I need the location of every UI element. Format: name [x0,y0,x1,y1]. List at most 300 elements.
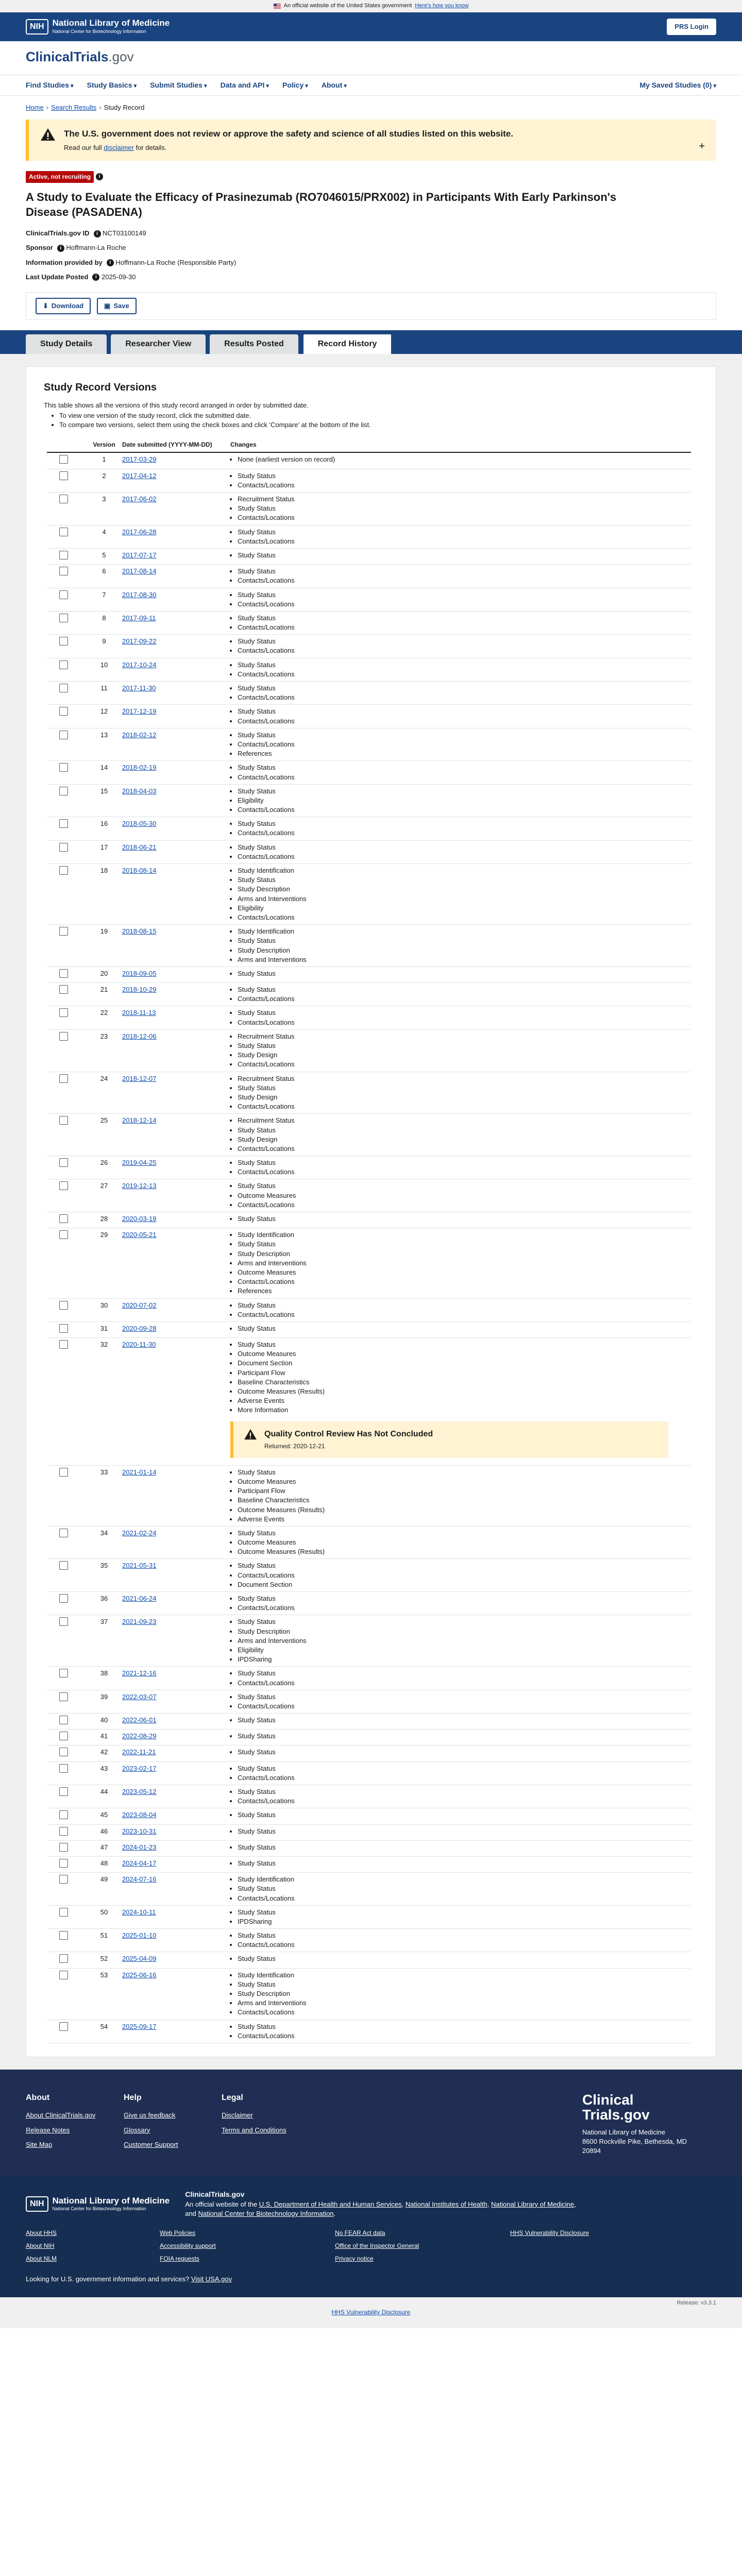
compare-checkbox[interactable] [59,1827,68,1836]
footer-link[interactable]: About ClinicalTrials.gov [26,2111,96,2120]
table-row [47,1714,691,1730]
table-row [47,1526,691,1559]
version-number: 6 [88,565,120,588]
change-item: • Eligibility [238,1646,689,1655]
nih-logo-icon: NIH [26,2196,48,2212]
change-item: • Study Status [238,707,689,716]
version-date-link[interactable]: 2018-06-21 [122,843,157,851]
version-date-link[interactable]: 2017-06-02 [122,495,157,503]
version-date-link[interactable]: 2024-10-11 [122,1908,156,1916]
status-badge: Active, not recruiting [26,171,94,183]
version-date-link[interactable]: 2024-01-23 [122,1843,157,1851]
prs-login-button[interactable]: PRS Login [667,19,716,35]
version-number: 23 [88,1029,120,1072]
change-item: • Contacts/Locations [238,1144,689,1154]
version-number: 26 [88,1156,120,1179]
footer-nlm-link[interactable]: HHS Vulnerability Disclosure [510,2229,589,2237]
version-date-link[interactable]: 2025-09-17 [122,2022,157,2030]
version-date-link[interactable]: 2021-02-24 [122,1529,157,1537]
version-changes [228,1592,691,1615]
compare-checkbox[interactable] [59,528,68,536]
change-item: • Participant Flow [238,1368,689,1378]
save-icon: ▣ [104,301,111,310]
footer-nlm-link[interactable]: Privacy notice [335,2255,374,2262]
compare-checkbox[interactable] [59,551,68,560]
table-row [47,1321,691,1337]
change-item: • Outcome Measures (Results) [238,1505,689,1515]
footer-link[interactable]: Disclaimer [222,2111,253,2120]
version-date-link[interactable]: 2018-09-05 [122,969,157,977]
change-item: • Study Status [238,731,689,740]
change-item: • Study Status [238,1158,689,1167]
change-item: • Eligibility [238,796,689,805]
footer-nlm-link[interactable]: About NIH [26,2242,55,2250]
change-item: • Outcome Measures [238,1538,689,1547]
footer-nlm-desc: ClinicalTrials.gov An official website of the U.S. Department of Health and Human Services, National Institutes of Health, National Library of Medicine, and National Center for Biotechnology Information. [185,2190,576,2218]
table-row [47,1690,691,1713]
qc-alert [230,1421,668,1458]
compare-checkbox[interactable] [59,1732,68,1740]
version-date-link[interactable]: 2018-12-07 [122,1074,157,1082]
version-number: 32 [88,1338,120,1466]
version-date-link[interactable]: 2022-08-29 [122,1732,157,1740]
version-date-link[interactable]: 2018-08-15 [122,927,157,936]
change-item: • Contacts/Locations [238,828,689,838]
change-item: • Study Status [238,2022,689,2031]
change-item: • Contacts/Locations [238,1200,689,1210]
version-date-link[interactable]: 2017-10-24 [122,660,157,669]
compare-checkbox[interactable] [59,567,68,575]
compare-checkbox[interactable] [59,614,68,622]
footer-bottom [0,2297,742,2328]
change-item: • Contacts/Locations [238,805,689,815]
version-changes [228,682,691,705]
version-changes [228,1856,691,1872]
disclaimer-link[interactable]: disclaimer [104,143,134,151]
version-date-link[interactable]: 2021-09-23 [122,1618,157,1626]
compare-checkbox[interactable] [59,1748,68,1756]
change-item: • Contacts/Locations [238,717,689,726]
change-item: • Contacts/Locations [238,1679,689,1688]
compare-checkbox[interactable] [59,1594,68,1603]
breadcrumb-search-results[interactable]: Search Results [51,104,97,111]
version-number: 10 [88,658,120,681]
compare-checkbox[interactable] [59,927,68,936]
compare-checkbox[interactable] [59,1908,68,1917]
version-date-link[interactable]: 2024-07-16 [122,1875,157,1884]
compare-checkbox[interactable] [59,1931,68,1940]
version-changes [228,1873,691,1906]
change-item: • Study Status [238,1908,689,1917]
version-number: 19 [88,925,120,967]
footer-nlm-logo[interactable]: NIH National Library of Medicine National Center for Biotechnology Information [26,2196,170,2212]
footer-about: About About ClinicalTrials.gov Release Notes Site Map [26,2092,124,2156]
saved-studies-menu[interactable]: My Saved Studies (0) ▾ [639,80,716,91]
compare-checkbox[interactable] [59,1692,68,1701]
version-date-link[interactable]: 2018-12-14 [122,1116,157,1125]
compare-checkbox[interactable] [59,637,68,646]
compare-checkbox[interactable] [59,819,68,828]
version-changes [228,840,691,863]
study-actions [26,292,716,320]
compare-checkbox[interactable] [59,843,68,852]
version-number: 31 [88,1321,120,1337]
version-date-link[interactable]: 2018-04-03 [122,787,157,795]
info-icon[interactable]: i [57,245,64,252]
compare-checkbox[interactable] [59,1032,68,1041]
change-item: • Study Status [238,969,689,978]
compare-checkbox[interactable] [59,495,68,503]
version-number: 5 [88,548,120,564]
info-icon[interactable]: i [96,173,103,180]
version-date-link[interactable]: 2020-09-28 [122,1324,157,1332]
compare-checkbox[interactable] [59,1116,68,1125]
table-row [47,1968,691,2020]
expand-icon[interactable]: + [699,141,705,152]
change-item: • Contacts/Locations [238,2008,689,2017]
change-item: • Outcome Measures [238,1349,689,1359]
change-item: • Arms and Interventions [238,1259,689,1268]
version-number: 53 [88,1968,120,2020]
version-date-link[interactable]: 2025-01-10 [122,1931,157,1940]
compare-checkbox[interactable] [59,1008,68,1017]
compare-checkbox[interactable] [59,1214,68,1223]
change-item: • Study Status [238,504,689,513]
change-item: • Contacts/Locations [238,670,689,679]
version-changes [228,983,691,1006]
table-row [47,682,691,705]
version-number: 4 [88,525,120,548]
version-changes [228,1006,691,1029]
footer-nlm-link[interactable]: No FEAR Act data [335,2229,385,2237]
compare-checkbox[interactable] [59,590,68,599]
version-date-link[interactable]: 2019-12-13 [122,1182,157,1190]
version-date-link[interactable]: 2017-08-14 [122,567,157,575]
version-changes [228,525,691,548]
tab-researcher-view[interactable]: Researcher View [111,334,206,354]
info-icon[interactable]: i [107,259,114,266]
version-number: 42 [88,1745,120,1761]
footer-link[interactable]: Glossary [124,2126,150,2134]
change-item: • References [238,749,689,758]
compare-checkbox[interactable] [59,1230,68,1239]
compare-checkbox[interactable] [59,1875,68,1884]
version-date-link[interactable]: 2017-09-11 [122,614,156,622]
version-changes [228,1714,691,1730]
version-changes [228,1212,691,1228]
table-row [47,705,691,728]
change-item: • Study Status [238,1008,689,1018]
change-item: • Study Status [238,1827,689,1836]
change-item: • Contacts/Locations [238,1018,689,1027]
version-changes [228,925,691,967]
version-date-link[interactable]: 2017-12-19 [122,707,157,716]
change-item: • Contacts/Locations [238,623,689,632]
version-changes [228,588,691,611]
table-row [47,635,691,658]
table-row [47,1338,691,1466]
change-item: • Contacts/Locations [238,1773,689,1783]
footer-link[interactable]: Release Notes [26,2126,70,2134]
version-number: 15 [88,784,120,817]
change-item: • Study Identification [238,1875,689,1884]
nav-item-about[interactable]: About ▾ [322,80,347,91]
version-changes [228,817,691,840]
version-date-link[interactable]: 2024-04-17 [122,1859,157,1867]
footer-nlm-link[interactable]: Office of the Inspector General [335,2242,419,2250]
tab-record-history[interactable]: Record History [302,333,393,354]
version-number: 37 [88,1615,120,1667]
version-date-link[interactable]: 2025-04-09 [122,1955,157,1963]
change-item: • Study Status [238,1748,689,1757]
change-item: • Arms and Interventions [238,1998,689,2008]
compare-checkbox[interactable] [59,1301,68,1310]
version-date-link[interactable]: 2017-09-22 [122,637,157,646]
table-row [47,658,691,681]
study-id-row: ClinicalTrials.gov ID i NCT03100149 [26,229,146,238]
tab-study-details[interactable]: Study Details [26,334,107,354]
version-date-link[interactable]: 2018-11-13 [122,1009,156,1017]
nlm-subtitle: National Center for Biotechnology Information [52,29,146,35]
compare-checkbox[interactable] [59,1787,68,1796]
footer-link[interactable]: Terms and Conditions [222,2126,286,2134]
change-item: • Document Section [238,1359,689,1368]
version-number: 18 [88,864,120,925]
download-button[interactable]: ⬇ Download [36,298,91,314]
change-item: • Contacts/Locations [238,576,689,585]
nav-item-submit-studies[interactable]: Submit Studies ▾ [150,80,207,91]
version-date-link[interactable]: 2017-08-30 [122,590,157,599]
change-item: • Adverse Events [238,1396,689,1405]
version-date-link[interactable]: 2023-05-12 [122,1788,157,1796]
change-item: • Contacts/Locations [238,913,689,922]
footer-link[interactable]: Site Map [26,2140,53,2148]
change-item: • Study Design [238,1050,689,1060]
version-number: 14 [88,761,120,784]
version-date-link[interactable]: 2020-05-21 [122,1231,157,1239]
version-changes [228,864,691,925]
table-row [47,761,691,784]
version-number: 52 [88,1952,120,1968]
version-changes [228,1929,691,1952]
compare-checkbox[interactable] [59,1181,68,1190]
change-item: • None (earliest version on record) [238,455,689,464]
version-date-link[interactable]: 2018-05-30 [122,820,157,828]
table-row [47,1730,691,1745]
compare-checkbox[interactable] [59,1617,68,1626]
compare-checkbox[interactable] [59,1716,68,1724]
footer-nlm-link[interactable]: Web Policies [160,2229,196,2237]
page-title: A Study to Evaluate the Efficacy of Prasinezumab (RO7046015/PRX002) in Participants With Early Parkinson's Disease (PASADENA) [26,190,617,218]
version-date-link[interactable]: 2019-04-25 [122,1159,157,1167]
compare-checkbox[interactable] [59,707,68,716]
site-logo[interactable]: ClinicalTrials.gov [26,49,134,64]
versions-table [47,437,691,2043]
usa-gov-line: Looking for U.S. government information and services? Visit USA.gov [26,2275,232,2283]
change-item: • Study Status [238,843,689,852]
table-row [47,840,691,863]
table-row [47,1029,691,1072]
compare-checkbox[interactable] [59,763,68,772]
compare-checkbox[interactable] [59,455,68,464]
content-area [0,354,742,2070]
change-item: • Study Identification [238,1971,689,1980]
footer-nlm-link[interactable]: FOIA requests [160,2255,199,2262]
compare-checkbox[interactable] [59,1764,68,1773]
compare-checkbox[interactable] [59,471,68,480]
version-changes [228,761,691,784]
change-item: • Study Description [238,885,689,894]
change-item: • Recruitment Status [238,1074,689,1083]
version-changes [228,1298,691,1321]
version-number: 43 [88,1761,120,1785]
info-icon[interactable]: i [92,274,99,281]
change-item: • Arms and Interventions [238,955,689,964]
change-item: • Contacts/Locations [238,693,689,702]
compare-checkbox[interactable] [59,787,68,795]
change-item: • Study Status [238,684,689,693]
version-number: 29 [88,1228,120,1298]
compare-checkbox[interactable] [59,660,68,669]
change-item: • Study Status [238,985,689,994]
change-item: • More Information [238,1405,689,1415]
compare-checkbox[interactable] [59,2022,68,2031]
compare-checkbox[interactable] [59,1340,68,1349]
change-item: • Contacts/Locations [238,1603,689,1613]
version-date-link[interactable]: 2020-11-30 [122,1341,156,1349]
compare-checkbox[interactable] [59,1561,68,1570]
change-item: • Contacts/Locations [238,1797,689,1806]
gov-banner-link[interactable]: Here's how you know [415,3,469,9]
change-item: • Study Identification [238,1230,689,1240]
version-changes [228,548,691,564]
version-changes [228,1559,691,1592]
table-row [47,1929,691,1952]
version-date-link[interactable]: 2018-02-19 [122,764,157,772]
change-item: • Study Status [238,787,689,796]
version-date-link[interactable]: 2021-01-14 [122,1468,157,1476]
nav-item-data-and-api[interactable]: Data and API ▾ [221,80,269,91]
compare-checkbox[interactable] [59,1971,68,1979]
table-row [47,2020,691,2043]
version-number: 27 [88,1179,120,1212]
change-item: • Contacts/Locations [238,852,689,861]
footer-nlm-link[interactable]: About HHS [26,2229,57,2237]
compare-checkbox[interactable] [59,1074,68,1083]
change-item: • Study Status [238,528,689,537]
change-item: • Study Status [238,590,689,600]
version-changes [228,1615,691,1667]
version-date-link[interactable]: 2021-05-31 [122,1562,157,1570]
table-row [47,1465,691,1526]
compare-checkbox[interactable] [59,731,68,739]
version-date-link[interactable]: 2022-11-21 [122,1748,156,1756]
compare-checkbox[interactable] [59,1529,68,1537]
version-date-link[interactable]: 2018-10-29 [122,986,157,994]
version-date-link[interactable]: 2025-06-16 [122,1971,157,1979]
breadcrumb-home[interactable]: Home [26,104,44,111]
version-date-link[interactable]: 2017-11-30 [122,684,156,692]
version-date-link[interactable]: 2020-07-02 [122,1301,157,1309]
tab-results-posted[interactable]: Results Posted [210,334,298,354]
footer-link[interactable]: Give us feedback [124,2111,176,2120]
change-item: • Study Status [238,936,689,945]
footer-legal: Legal Disclaimer Terms and Conditions [222,2092,319,2156]
version-date-link[interactable]: 2021-12-16 [122,1669,157,1677]
disclaimer-title: The U.S. government does not review or approve the safety and science of all studies listed on this website. [64,129,513,139]
footer-nlm-link [510,2255,665,2263]
footer-nlm-link[interactable]: About NLM [26,2255,57,2262]
version-number: 25 [88,1114,120,1156]
footer-link[interactable]: Customer Support [124,2140,178,2148]
nlm-title: National Library of Medicine [52,18,170,28]
version-date-link[interactable]: 2017-06-28 [122,528,157,536]
compare-checkbox[interactable] [59,1324,68,1333]
change-item: • Contacts/Locations [238,740,689,749]
usa-gov-link[interactable]: Visit USA.gov [191,2275,232,2283]
change-item: • Study Status [238,1617,689,1626]
change-item: • Outcome Measures [238,1477,689,1486]
compare-checkbox[interactable] [59,1843,68,1852]
version-date-link[interactable]: 2017-03-29 [122,455,157,464]
nav-item-policy[interactable]: Policy ▾ [282,80,308,91]
compare-checkbox[interactable] [59,1954,68,1963]
change-item: • Study Status [238,1669,689,1678]
change-item: • Participant Flow [238,1486,689,1496]
qc-returned: Returned: 2020-12-21 [264,1442,325,1450]
nav-item-find-studies[interactable]: Find Studies ▾ [26,80,74,91]
nav-item-study-basics[interactable]: Study Basics ▾ [87,80,137,91]
compare-checkbox[interactable] [59,1859,68,1868]
version-number: 50 [88,1905,120,1928]
version-date-link[interactable]: 2018-02-12 [122,731,157,739]
version-date-link[interactable]: 2018-12-06 [122,1032,157,1040]
compare-checkbox[interactable] [59,1669,68,1677]
version-number: 13 [88,728,120,761]
version-date-link[interactable]: 2018-08-14 [122,867,157,875]
footer-nlm-link[interactable]: Accessibility support [160,2242,216,2250]
version-date-link[interactable]: 2020-03-19 [122,1215,157,1223]
hhs-vulnerability-link[interactable]: HHS Vulnerability Disclosure [331,2309,411,2316]
version-date-link[interactable]: 2022-06-01 [122,1716,157,1724]
change-item: • Study Status [238,875,689,885]
save-button[interactable]: ▣ Save [97,298,137,314]
version-changes [228,1228,691,1298]
version-date-link[interactable]: 2023-08-04 [122,1811,157,1819]
compare-checkbox[interactable] [59,684,68,692]
version-changes [228,452,691,469]
compare-checkbox[interactable] [59,866,68,875]
footer-brand: Clinical Trials.gov National Library of Medicine 8600 Rockville Pike, Bethesda, MD 20894 [582,2091,687,2155]
info-icon[interactable]: i [94,230,101,238]
compare-checkbox[interactable] [59,985,68,994]
change-item: • Study Status [238,1810,689,1820]
compare-checkbox[interactable] [59,1468,68,1477]
version-number: 49 [88,1873,120,1906]
version-date-link[interactable]: 2021-06-24 [122,1595,157,1603]
compare-checkbox[interactable] [59,1810,68,1819]
version-date-link[interactable]: 2017-04-12 [122,471,157,480]
version-date-link[interactable]: 2023-02-17 [122,1764,157,1772]
change-item: • Study Status [238,1083,689,1093]
table-row [47,1745,691,1761]
compare-checkbox[interactable] [59,1158,68,1167]
nlm-logo[interactable] [26,19,170,35]
version-date-link[interactable]: 2023-10-31 [122,1827,157,1835]
version-date-link[interactable]: 2022-03-07 [122,1692,157,1701]
compare-checkbox[interactable] [59,969,68,978]
version-date-link[interactable]: 2017-07-17 [122,551,157,559]
